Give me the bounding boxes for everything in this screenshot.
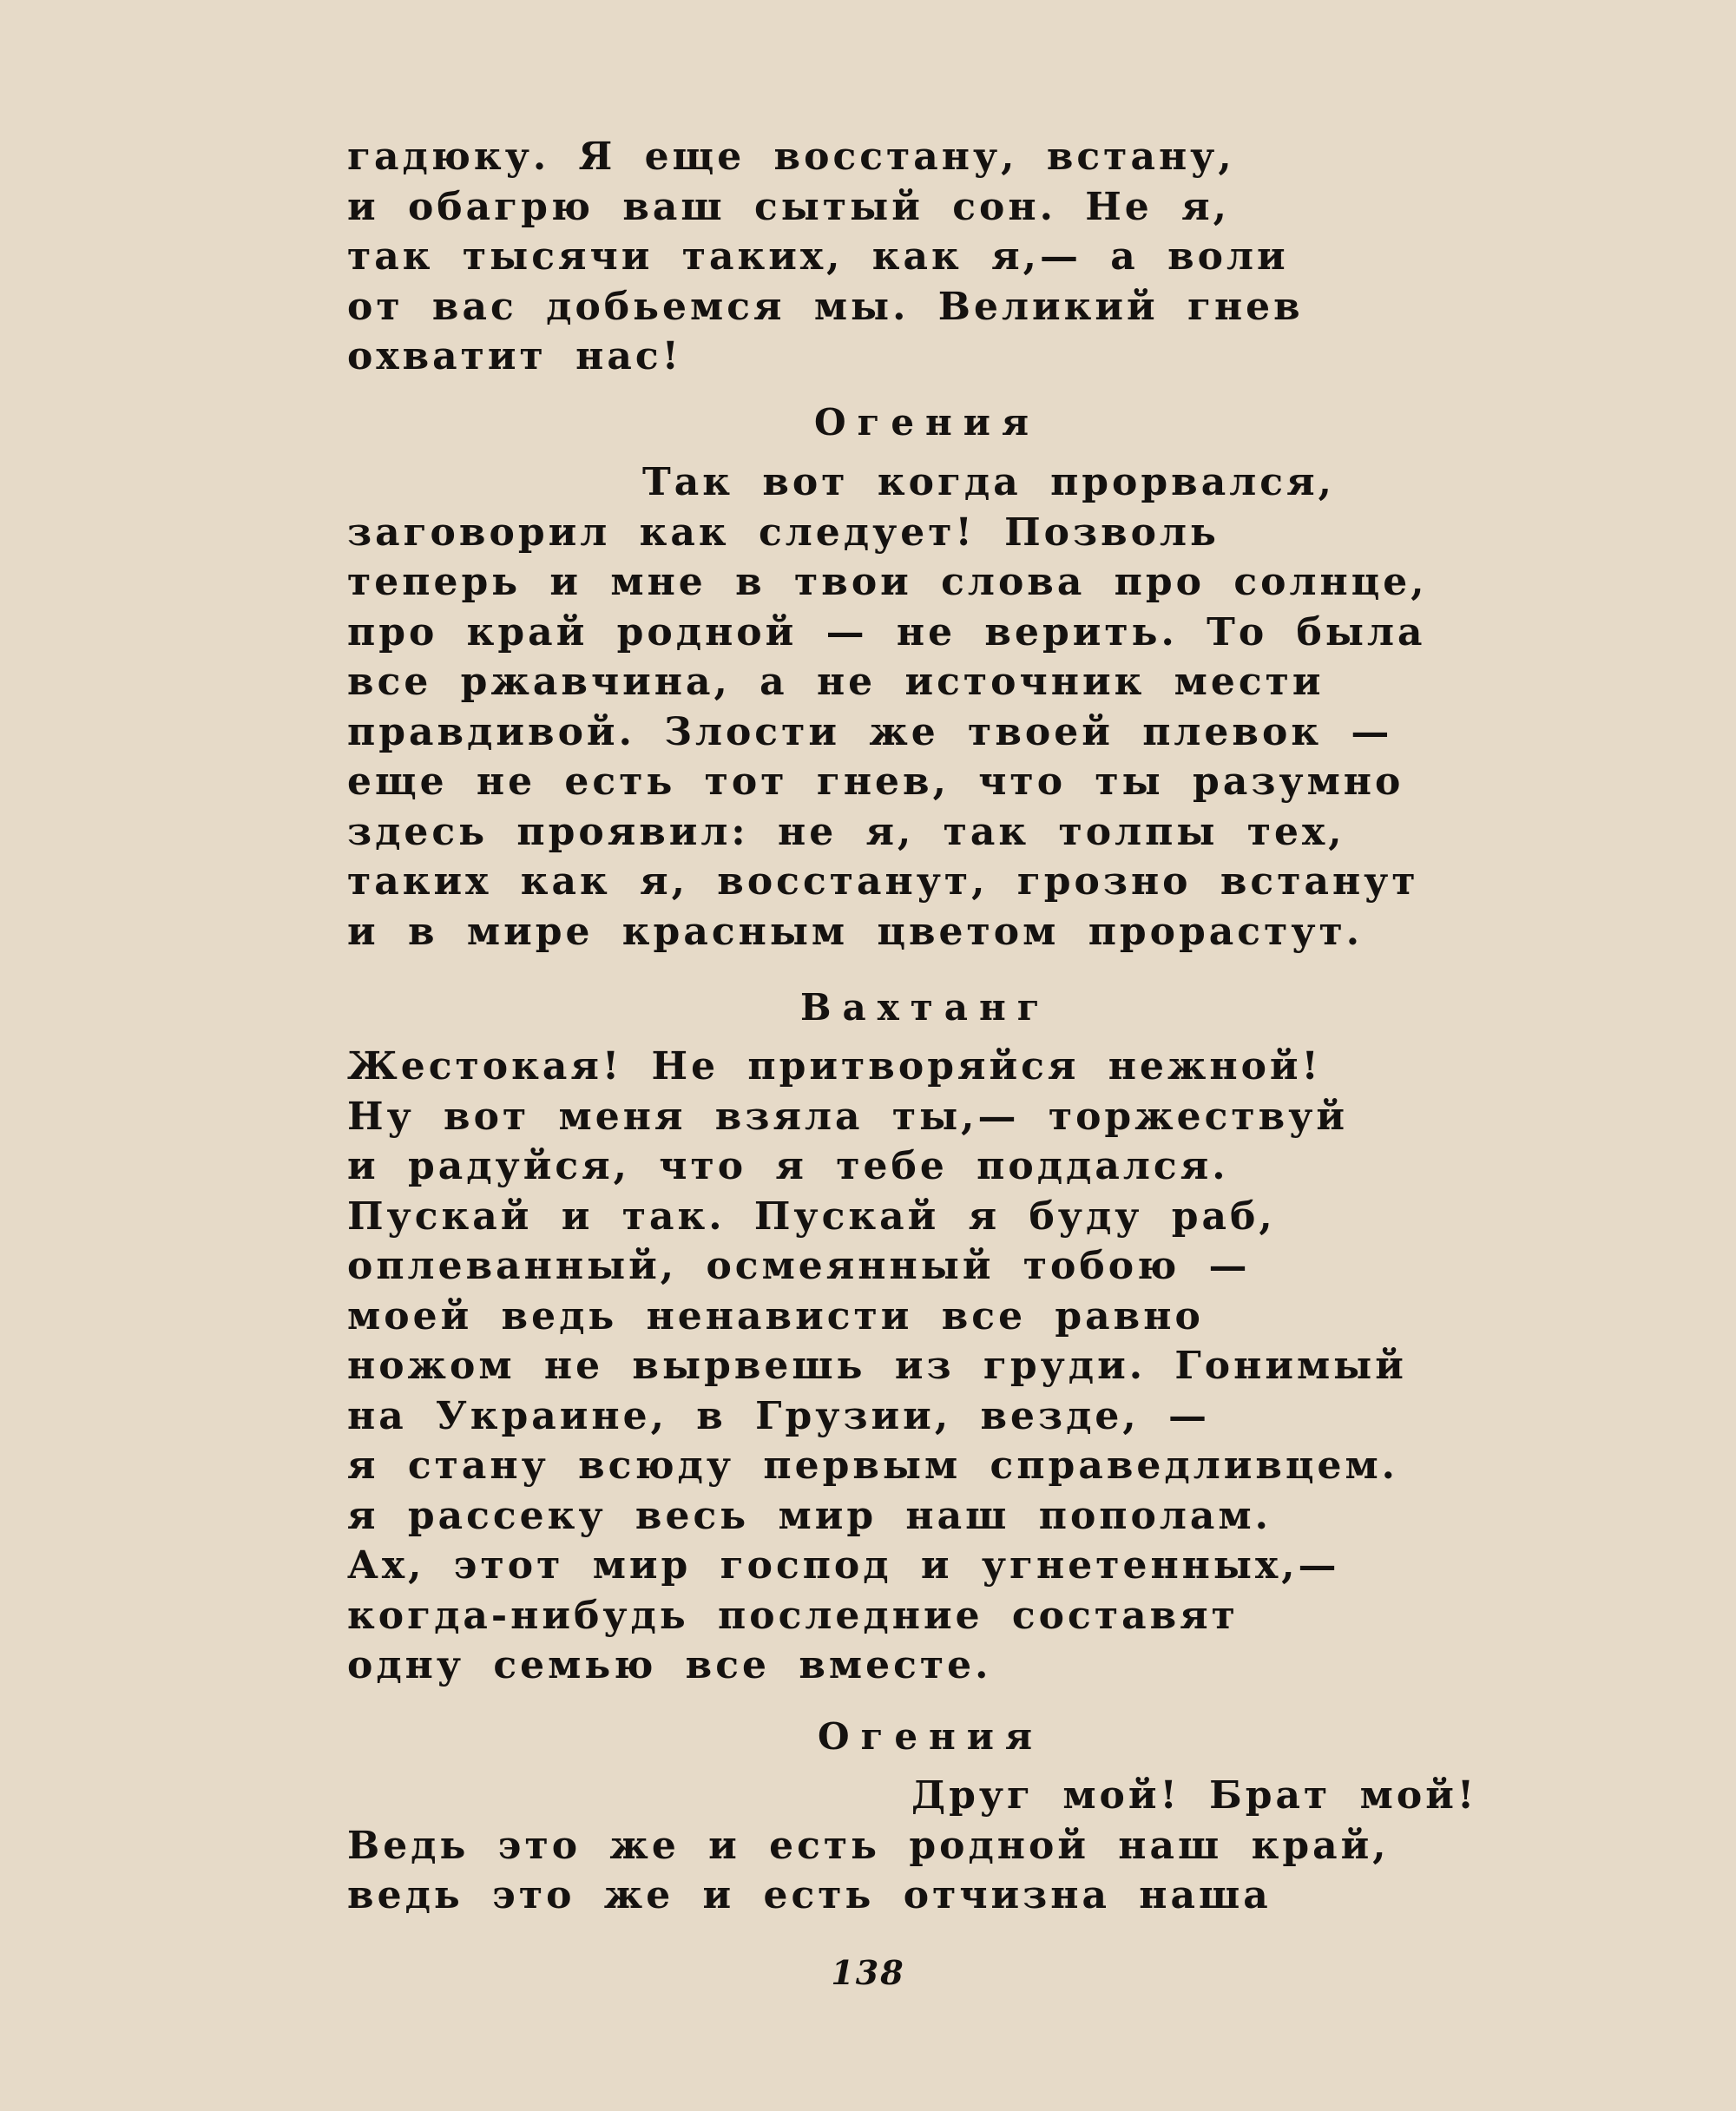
verse-line: правдивой. Злости же твоей плевок — [347, 709, 1393, 754]
verse-line: моей ведь ненависти все равно [347, 1293, 1204, 1338]
speaker-name: Огения [814, 401, 1040, 444]
verse-line: про край родной — не верить. То была [347, 609, 1426, 654]
verse-line: Ведь это же и есть родной наш край, [347, 1823, 1390, 1868]
verse-line: и обагрю ваш сытый сон. Не я, [347, 184, 1230, 229]
stanza-1 [347, 132, 1476, 382]
stanza-2 [347, 457, 1476, 957]
verse-line: еще не есть тот гнев, что ты разумно [347, 760, 1404, 804]
verse-line: Ну вот меня взяла ты,— торжествуй [347, 1094, 1349, 1139]
verse-line: все ржавчина, а не источник мести [347, 660, 1325, 704]
verse-line: теперь и мне в твои слова про солнце, [347, 560, 1428, 604]
verse-line: Так вот когда прорвался, [642, 460, 1335, 504]
verse-line: здесь проявил: не я, так толпы тех, [347, 809, 1345, 854]
verse-line: и в мире красным цветом прорастут. [347, 909, 1364, 954]
page-number: 138 [831, 1953, 905, 1992]
verse-line: от вас добьемся мы. Великий гнев [347, 284, 1304, 329]
verse-line: когда-нибудь последние составят [347, 1593, 1239, 1638]
verse-line: одну семью все вместе. [347, 1643, 992, 1687]
verse-line: Ах, этот мир господ и угнетенных,— [347, 1543, 1340, 1588]
verse-line: ведь это же и есть отчизна наша [347, 1873, 1272, 1917]
speaker-name: Вахтанг [800, 986, 1051, 1029]
verse-line: заговорил как следует! Позволь [347, 510, 1220, 555]
speaker-name: Огения [818, 1715, 1043, 1758]
verse-line: так тысячи таких, как я,— а воли [347, 234, 1289, 279]
verse-line: Жестокая! Не притворяйся нежной! [347, 1044, 1322, 1088]
stanza-3 [347, 1042, 1476, 1691]
verse-line: охватит нас! [347, 334, 682, 378]
verse-line: Друг мой! Брат мой! [911, 1773, 1478, 1818]
verse-line: я рассеку весь мир наш пополам. [347, 1493, 1272, 1538]
verse-line: оплеванный, осмеянный тобою — [347, 1244, 1251, 1288]
verse-line: гадюку. Я еще восстану, встану, [347, 135, 1235, 179]
verse-line: и радуйся, что я тебе поддался. [347, 1144, 1229, 1188]
verse-line: Пускай и так. Пускай я буду раб, [347, 1194, 1276, 1239]
verse-line: ножом не вырвешь из груди. Гонимый [347, 1344, 1407, 1388]
stanza-4 [347, 1771, 1476, 1921]
verse-line: на Украине, в Грузии, везде, — [347, 1393, 1211, 1438]
verse-line: таких как я, восстанут, грозно встанут [347, 859, 1419, 904]
verse-line: я стану всюду первым справедливцем. [347, 1444, 1398, 1488]
